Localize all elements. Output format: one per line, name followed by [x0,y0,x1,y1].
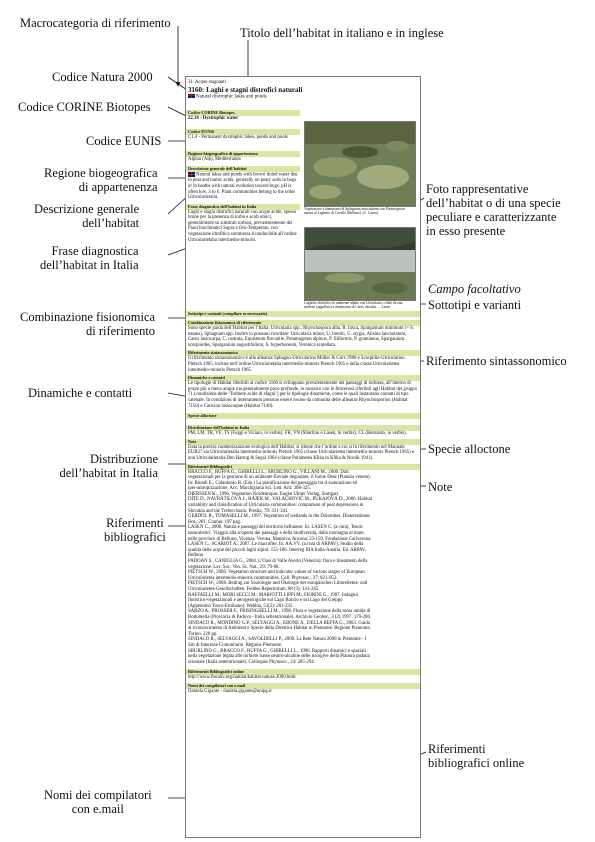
rif-line: In: Biondi E., Colantonio R. (Eds.) La pianificazione del paesaggio tra ri-naturazione ed [188,480,358,486]
rif-line: vegetazione. Lav. Soc. Ven. Sc. Nat., 29: 79-88. [188,564,280,570]
label-riferimenti-line1: Riferimenti [106,516,164,530]
photo-2 [304,227,416,301]
bar-online: Riferimenti Bibliografici online [186,669,420,675]
label-regione-line1: Regione biogeografica [44,166,158,180]
label-compilatori-line1: Nomi dei compilatori [44,788,152,802]
label-corine: Codice CORINE Biotopes [18,100,151,114]
label-frase-line1: Frase diagnostica [51,244,139,258]
label-combinazione-line1: Combinazione fisionomica [20,310,156,324]
label-campo: Campo facoltativo [428,282,521,296]
label-foto-line3: peculiare e caratterizzante [426,210,557,224]
rif-line: al riconoscimento di Ambienti e Specie della Direttiva Habitat in Piemonte. Regione Piemonte. [188,626,371,632]
label-riferimenti-line2: bibliografici [104,530,166,544]
bar-distribuzione: Distribuzione dell’habitat in Italia [186,425,420,431]
label-sottotipi: Sottotipi e varianti [428,298,522,312]
rif-line: qualità delle acque dei piccoli laghi alpini: 155-186. Interreg IIIA Italia-Austria. Ed. ARPAV, [188,547,366,553]
photo-2-image [305,228,415,300]
rif-line: iper-antropizzazione. Acc. Marchigiana Sci. Lett. Arti: 308-325. [188,486,311,492]
label-combinazione-line2: di riferimento [85,324,156,338]
doc-din-val: Le tipologie di Habitat riferibili al codice 3160 si sviluppano prevalentemente nei paesaggi di torbiera, all’interno di pozze più o meno ampie ma generalmente poco profonde, in mosaico con le fitocenosi riferibili agli Habitat del gruppo 71 (condizione delle ‘Torbiere acide di sfagni’) per le tipologie dinamiche, come le quali instaurano contatti di tipo catenale. In condizioni di interramento possono essere invase da comunità delle alleanze Rhynchosporion (Habitat 7150) e Caricion lasiocarpae (Habitat 7140). [188,381,417,409]
doc-desc-val: Natural lakes and ponds with brown tinted water due to peat and humic acids, generally on peaty soils in bogs or in heaths with natural evolution toward bogs. pH is often low, 3 to 6. Plant communities belong to the order Utricularietalia. [188,172,298,201]
label-eunis: Codice EUNIS [86,134,162,148]
doc-title-it: 3160: Laghi e stagni distrofici naturali [188,85,303,94]
uk-flag-icon-2 [188,172,195,177]
bar-descrizione: Descrizione generale dell’habitat [186,166,300,172]
bar-combinazione: Combinazione fisionomica di riferimento [186,320,420,326]
rif-line: variability and classification of Utricularia communities: comparison of peat depressions in [188,503,364,509]
rif-line: Bottomella (Provincia di Padova - Italia settentrionale). Archivio Geobot., 3 (2) 1997: 179-200. [188,614,372,620]
rif-line: SINDACO R., SELVAGGI A., SAVOLDELLI P., 2008. La Rete Natura 2000 in Piemonte - I [188,637,367,643]
rif-line: Utricularietea intermedio-minoris communities. Coll. Phytosoc., 27: 821-952. [188,575,338,581]
label-compilatori-line2: con e.mail [71,802,124,816]
bar-riferimenti: Riferimenti Bibliografici [186,464,420,470]
rif-line: PIETSCH W., 2000. Vegetation structure and indicator values of various stages of European [188,570,365,576]
doc-lower-sections [186,309,420,694]
rif-line: (Appennino Tosco-Emiliano). Webbia, 51(2): 201-235. [188,603,294,609]
rif-line: nella vegetazione legata alle torbiere basse neutro-alcaline delle risorgive della Pianura padana [188,654,370,660]
rif-line: LASEN C., 2008. Natura e paesaggi del territorio bellunese. In: LASEN C. (a cura), Tesori [188,525,363,531]
label-descrizione-line1: Descrizione generale [34,202,140,216]
rif-line: Slovakia and the Trebon basin. Preslia, 78: 331-343. [188,508,289,514]
bar-sintassonomico: Riferimento sintassonomico [186,350,420,356]
bar-note: Note [186,439,420,445]
bar-regione: Regione biogeografica di appartenenza [186,151,300,157]
doc-note-val: Data la precisa caratterizzazione ecologica dell’Habitat, si ritiene che l’ordine a cui si fa riferimento nel Manuale EUR27 sia Utricularietalia intermedio-minoris Pietsch 1965 (classe Utricularietea intermedio-minoris Pietsch 1965) e non Utricularietalia Den Hartog & Segal 1964 (classe Potametea Klika in Klika & Novák 1941). [188,444,415,461]
bar-eunis: Codice EUNIS [186,129,300,135]
rif-line: GERDOL R., TOMASELLI M., 1997. Vegetation of wetlands in the Dolomites. Dissertationes [188,514,370,520]
rif-line: PADOAN S., CANIGLIA G., 2004. L’Oasi di Valle Averto (Venezia): flora e lineamenti della [188,559,368,564]
photo-1-image [305,122,415,206]
label-frase-line2: dell’habitat in Italia [40,258,139,272]
label-online-line1: Riferimenti [428,742,486,756]
doc-sint-val: Il riferimento sintassonomico è alle alleanze Sphagno-Utricularion Müller & Görs 1960 e Scorpidio-Utricularion Pietsch 1965, incluse nell’ordine Utricularietalia intermedio-minoris Pietsch 1965 e nella classe Utricularietea intermedio-minoris Pietsch 1965. [188,356,405,373]
doc-online-val[interactable]: http://www.floraitv.org/habitat/habitat-natura-2000.html [188,675,296,681]
rif-line: Torino. 220 pp. [188,631,218,637]
photo-1 [304,121,416,207]
doc-frase-val: Laghi e stagni distrofici naturali con acque acide, spesso brune per la presenza di torba e acidi umici, generalmente su substrati torbosi, prevalentemente dei Piani bioclimatici Supra e Oro-Temperato, con vegetazione idrofitica sommersa riconducibile all’ordine Utricularietalia intermedio-minoris. [188,209,297,243]
rif-line: Bot., 281. Cramer. 197 pag. [188,519,242,525]
rif-line: PIETSCH W., 2008. Beitrag zur Soziologie und Ökologie der europäischen Littorelletea- und [188,581,368,587]
bar-sottotipi: Sottotipi e varianti (compilare se necessario) [186,311,420,317]
rif-line: Utricularietea-Gesellschaften. Feddes Repertorium, 88 (3): 141-245. [188,586,320,592]
label-natura: Codice Natura 2000 [52,70,153,84]
doc-title-en: Natural dystrophic lakes and ponds [196,93,267,99]
label-sintassonomico: Riferimento sintassonomico [426,354,567,368]
doc-rif-list [186,470,420,666]
doc-corine-val: 22.14 - Dystrophic water [188,115,239,121]
photo-1-caption: Vegetazione a dominanza di Sphagnum auriculatum con Potamogeton natans al Laghetto di Cavallo (Belluno). (C. Lasen) [304,207,405,216]
label-distribuzione-line1: Distribuzione [90,452,159,466]
rif-line: Siti di Interesse Comunitario. Regione Piemonte. [188,642,283,648]
rif-line: nelle province di Belluno, Vicenza, Verona, Mantova, Ancona: 23-159. Fondazione Cariverona. [188,536,372,542]
uk-flag-icon [188,94,195,99]
habitat-sheet [185,76,421,838]
label-regione-line2: di appartenenza [78,180,158,194]
label-note: Note [428,480,453,494]
rif-line: RAFFAELLI M., MORI SECCI M., MARIOTTI LIPPI M., FIORINI G., 1997. Indagini [188,592,358,598]
label-descrizione-line2: dell’habitat [82,216,140,230]
rif-line: floristico-vegetazionali e aerogeologiche sul Lago Baccio e sul Lago del Greppo [188,598,343,604]
label-alloctone: Specie alloctone [428,442,511,456]
bar-compilatori: Nomi dei compilatori con e.mail [186,683,420,689]
rif-line: orientale (Italia settentrionale). Colloques Phytosoc., 24: 285-294. [188,659,315,665]
label-macrocategoria: Macrocategoria di riferimento [20,16,171,30]
label-foto-line2: dell’habitat o di una specie [426,196,561,210]
bar-corine: Codice CORINE Biotopes [186,110,300,116]
rif-line: DIERSSEN K., 1996. Vegetation Nordeuropas. Eugen Ulmer Verlag, Stuttgart. [188,491,340,497]
doc-eunis-val: C1.4 - Permanent dystrophic lakes, ponds and pools [188,135,288,141]
label-foto-line1: Foto rappresentative [426,182,529,196]
rif-line: BRACCO F., BUFFA G., GHIRELLI L., SBURLINO G., VILLANI M., 2000. Dati [188,469,349,475]
rif-line: LASEN C., SCARIOT A., 2007. Le macrofite. In: AA.VV. (a cura di ARPAV), Studio della [188,542,364,548]
rif-line: naturalistici. Viaggio alla scoperta dei paesaggi e della biodiversità, dalla montagna al mare, [188,531,365,537]
doc-left-column [186,110,300,244]
rif-line: SARZO A., PROSSER F., FRISINGHELLI M., 1998. Flora e vegetazione della roma umida di [188,609,371,615]
doc-regione-val: Alpina (Alp), Mediterranea [188,156,241,162]
rif-line: vegetazionali per la gestione di un ambiente fluviale degradato: il fiume Dese (Pianura veneta). [188,475,371,481]
rif-line: Belluno. [188,553,205,559]
bar-dinamiche: Dinamiche e contatti [186,375,420,381]
label-foto-line4: in esso presente [426,224,506,238]
doc-distr-val: PM, LM, TR, VE, TS (Foggi e Viciani, in verbis), FR, VN (Sburlino e Lasen, in verbis), CL (Bernardo, in verbis). [188,431,407,437]
rif-line: SINDACO R., MONDINO G.P., SELVAGGI A., EBONE A., DELLA BEFFA G., 2003. Guida [188,620,370,626]
photo-2-caption: Laghetto distrofico in ambiente alpino con Utricularia, colate da una sindone (aggallato) a dominanza di Carex disculta. ... Lasen [304,301,403,310]
label-distribuzione-line2: dell’habitat in Italia [59,466,159,480]
label-online-line2: bibliografici online [428,756,525,770]
doc-title-en-row [186,94,420,100]
label-dinamiche: Dinamiche e contatti [28,386,133,400]
rif-line: DÍTE D., NAVRÁTILOVÁ J., HÁJEK M., VALACHOVIČ M., PUKAJOVÁ D., 2006. Habitat [188,497,373,503]
label-titolo: Titolo dell’habitat in italiano e in inglese [240,26,444,40]
rif-line: SBURLINO G., BRACCO F., BUFFA G., GHIRELLI L., 1996. Rapporti dinamici e spaziali [188,648,366,654]
doc-desc-row [186,172,300,200]
doc-macro: 31. Acque stagnanti [188,80,226,85]
bar-alloctone: Specie alloctone [186,413,420,419]
bar-frase: Frase diagnostica dell’habitat in Italia [186,204,300,210]
doc-comp-val: Daniela Gigante - daniela.gigante@unipg.it [188,688,272,694]
doc-comb-val: Sono specie guida dell’Habitat per l’Italia: Utricularia spp., Rhynchospora alba, R. fusca, Sparganium minimum (= S. natans), Sphagnum spp. Inoltre in possono ricordare: Utricularia minor, U. bremii, U. stygia, Alisma lanceolatum, Carex lasiocarpa, C. rostrata, Equisetum fluviatile, Potamogeton alpinus, P. filiformis, P. gramineus, Sparganium scorpioides, Sparganium angustifolium, S. hyperboreum, Veronica scutellata. [188,326,415,348]
